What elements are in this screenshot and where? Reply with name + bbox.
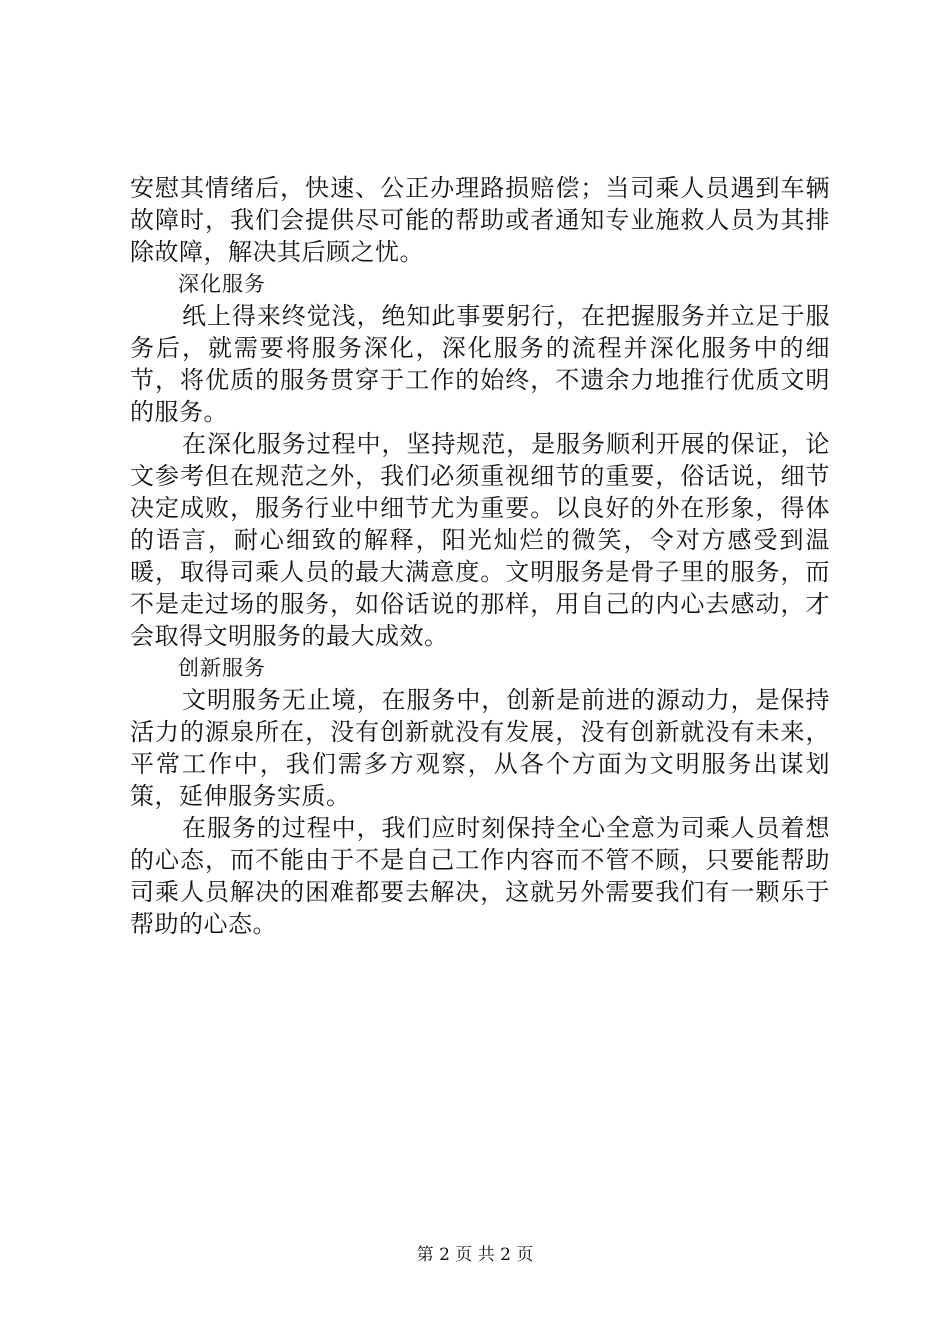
section-heading-innovate-service: 创新服务 <box>178 656 266 680</box>
paragraph: 纸上得来终觉浅，绝知此事要躬行，在把握服务并立足于服务后，就需要将服务深化，深化服务的流程并深化服务中的细节，将优质的服务贯穿于工作的始终，不遗余力地推行优质文明的服务。 <box>130 302 830 426</box>
paragraph: 在服务的过程中，我们应时刻保持全心全意为司乘人员着想的心态，而不能由于不是自己工作内容而不管不顾，只要能帮助司乘人员解决的困难都要去解决，这就另外需要我们有一颗乐于帮助的心态。 <box>130 814 830 938</box>
paragraph: 文明服务无止境，在服务中，创新是前进的源动力，是保持活力的源泉所在，没有创新就没有发展，没有创新就没有未来，平常工作中，我们需多方观察，从各个方面为文明服务出谋划策，延伸服务实质。 <box>130 686 830 810</box>
section-heading-deepen-service: 深化服务 <box>178 272 266 296</box>
paragraph: 在深化服务过程中，坚持规范，是服务顺利开展的保证，论文参考但在规范之外，我们必须重视细节的重要，俗话说，细节决定成败，服务行业中细节尤为重要。以良好的外在形象，得体的语言，耐心细致的解释，阳光灿烂的微笑，令对方感受到温暖，取得司乘人员的最大满意度。文明服务是骨子里的服务，而不是走过场的服务，如俗话说的那样，用自己的内心去感动，才会取得文明服务的最大成效。 <box>130 430 830 650</box>
document-body <box>130 172 830 940</box>
page-footer: 第 2 页 共 2 页 <box>416 1245 534 1265</box>
paragraph-continued: 安慰其情绪后，快速、公正办理路损赔偿；当司乘人员遇到车辆故障时，我们会提供尽可能的帮助或者通知专业施救人员为其排除故障，解决其后顾之忧。 <box>130 174 830 266</box>
